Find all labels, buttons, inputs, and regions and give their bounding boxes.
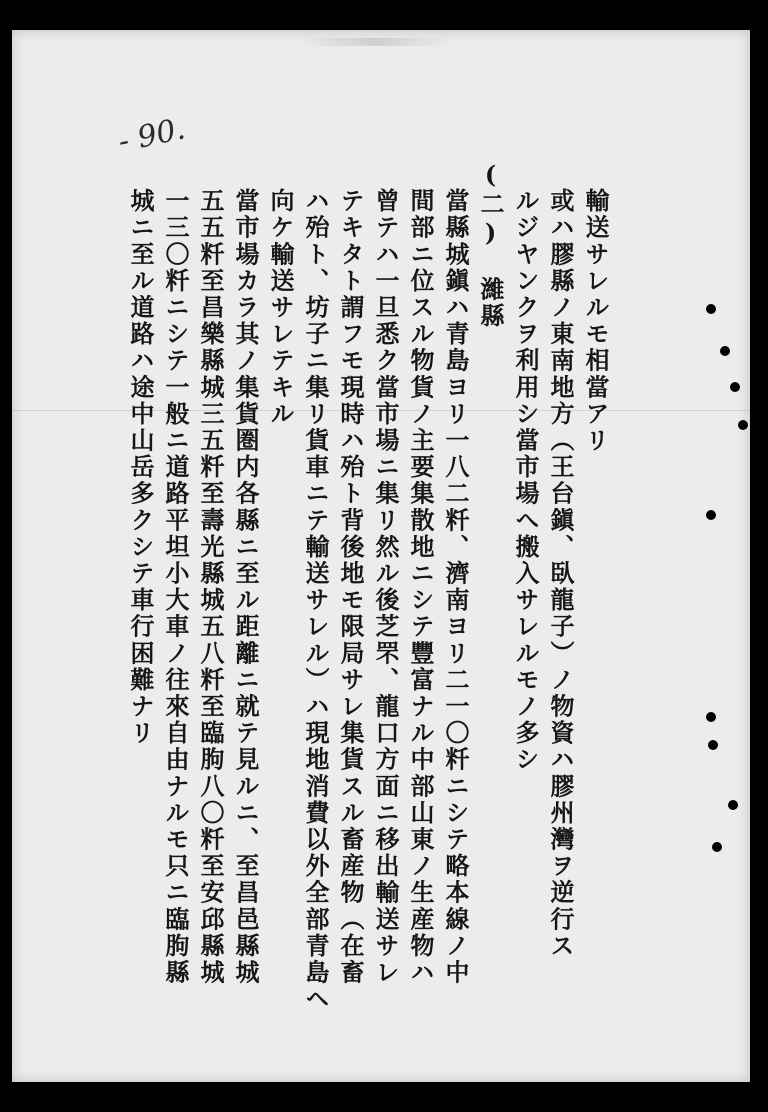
binding-hole: [712, 842, 722, 852]
binding-hole: [708, 740, 718, 750]
text-column-7: 曾テハ一旦悉ク當市場ニ集リ然ル後芝罘、龍口方面ニ移出輸送サレ: [371, 188, 400, 986]
text-column-8: テキタト謂フモ現時ハ殆ト背後地モ限局サレ集貨スル畜産物（在畜: [336, 188, 365, 986]
text-column-12: 五五粁至昌樂縣城三五粁至壽光縣城五八粁至臨朐八〇粁至安邱縣城: [196, 188, 225, 986]
text-column-3: ルジヤンクヲ利用シ當市場へ搬入サレルモノ多シ: [511, 188, 540, 774]
binding-hole: [720, 346, 730, 356]
text-column-14: 城ニ至ル道路ハ途中山岳多クシテ車行困難ナリ: [126, 188, 155, 747]
section-heading: (二) 濰縣: [476, 160, 505, 330]
text-column-10: 向ケ輸送サレテキル: [266, 188, 295, 428]
text-column-5: 當縣城鎭ハ青島ヨリ一八二粁、濟南ヨリ二一〇粁ニシテ略本線ノ中: [441, 188, 470, 986]
text-column-2: 或ハ膠縣ノ東南地方（王台鎭、臥龍子）ノ物資ハ膠州灣ヲ逆行ス: [546, 188, 575, 960]
binding-hole: [706, 304, 716, 314]
binding-hole: [728, 800, 738, 810]
binding-hole: [706, 510, 716, 520]
text-column-9: ハ殆ト、坊子ニ集リ貨車ニテ輸送サレル）ハ現地消費以外全部青島ヘ: [301, 188, 330, 1013]
binding-hole: [730, 382, 740, 392]
text-column-1: 輸送サレルモ相當アリ: [581, 188, 610, 454]
text-column-6: 間部ニ位スル物貨ノ主要集散地ニシテ豐富ナル中部山東ノ生産物ハ: [406, 188, 435, 986]
text-column-13: 一三〇粁ニシテ一般ニ道路平坦小大車ノ往來自由ナルモ只ニ臨朐縣: [161, 188, 190, 986]
binding-hole: [738, 420, 748, 430]
page-number: - 90.: [115, 111, 189, 160]
header-smudge: [300, 38, 450, 46]
binding-hole: [706, 712, 716, 722]
text-column-11: 當市場カラ其ノ集貨圏内各縣ニ至ル距離ニ就テ見ルニ、至昌邑縣城: [231, 188, 260, 986]
